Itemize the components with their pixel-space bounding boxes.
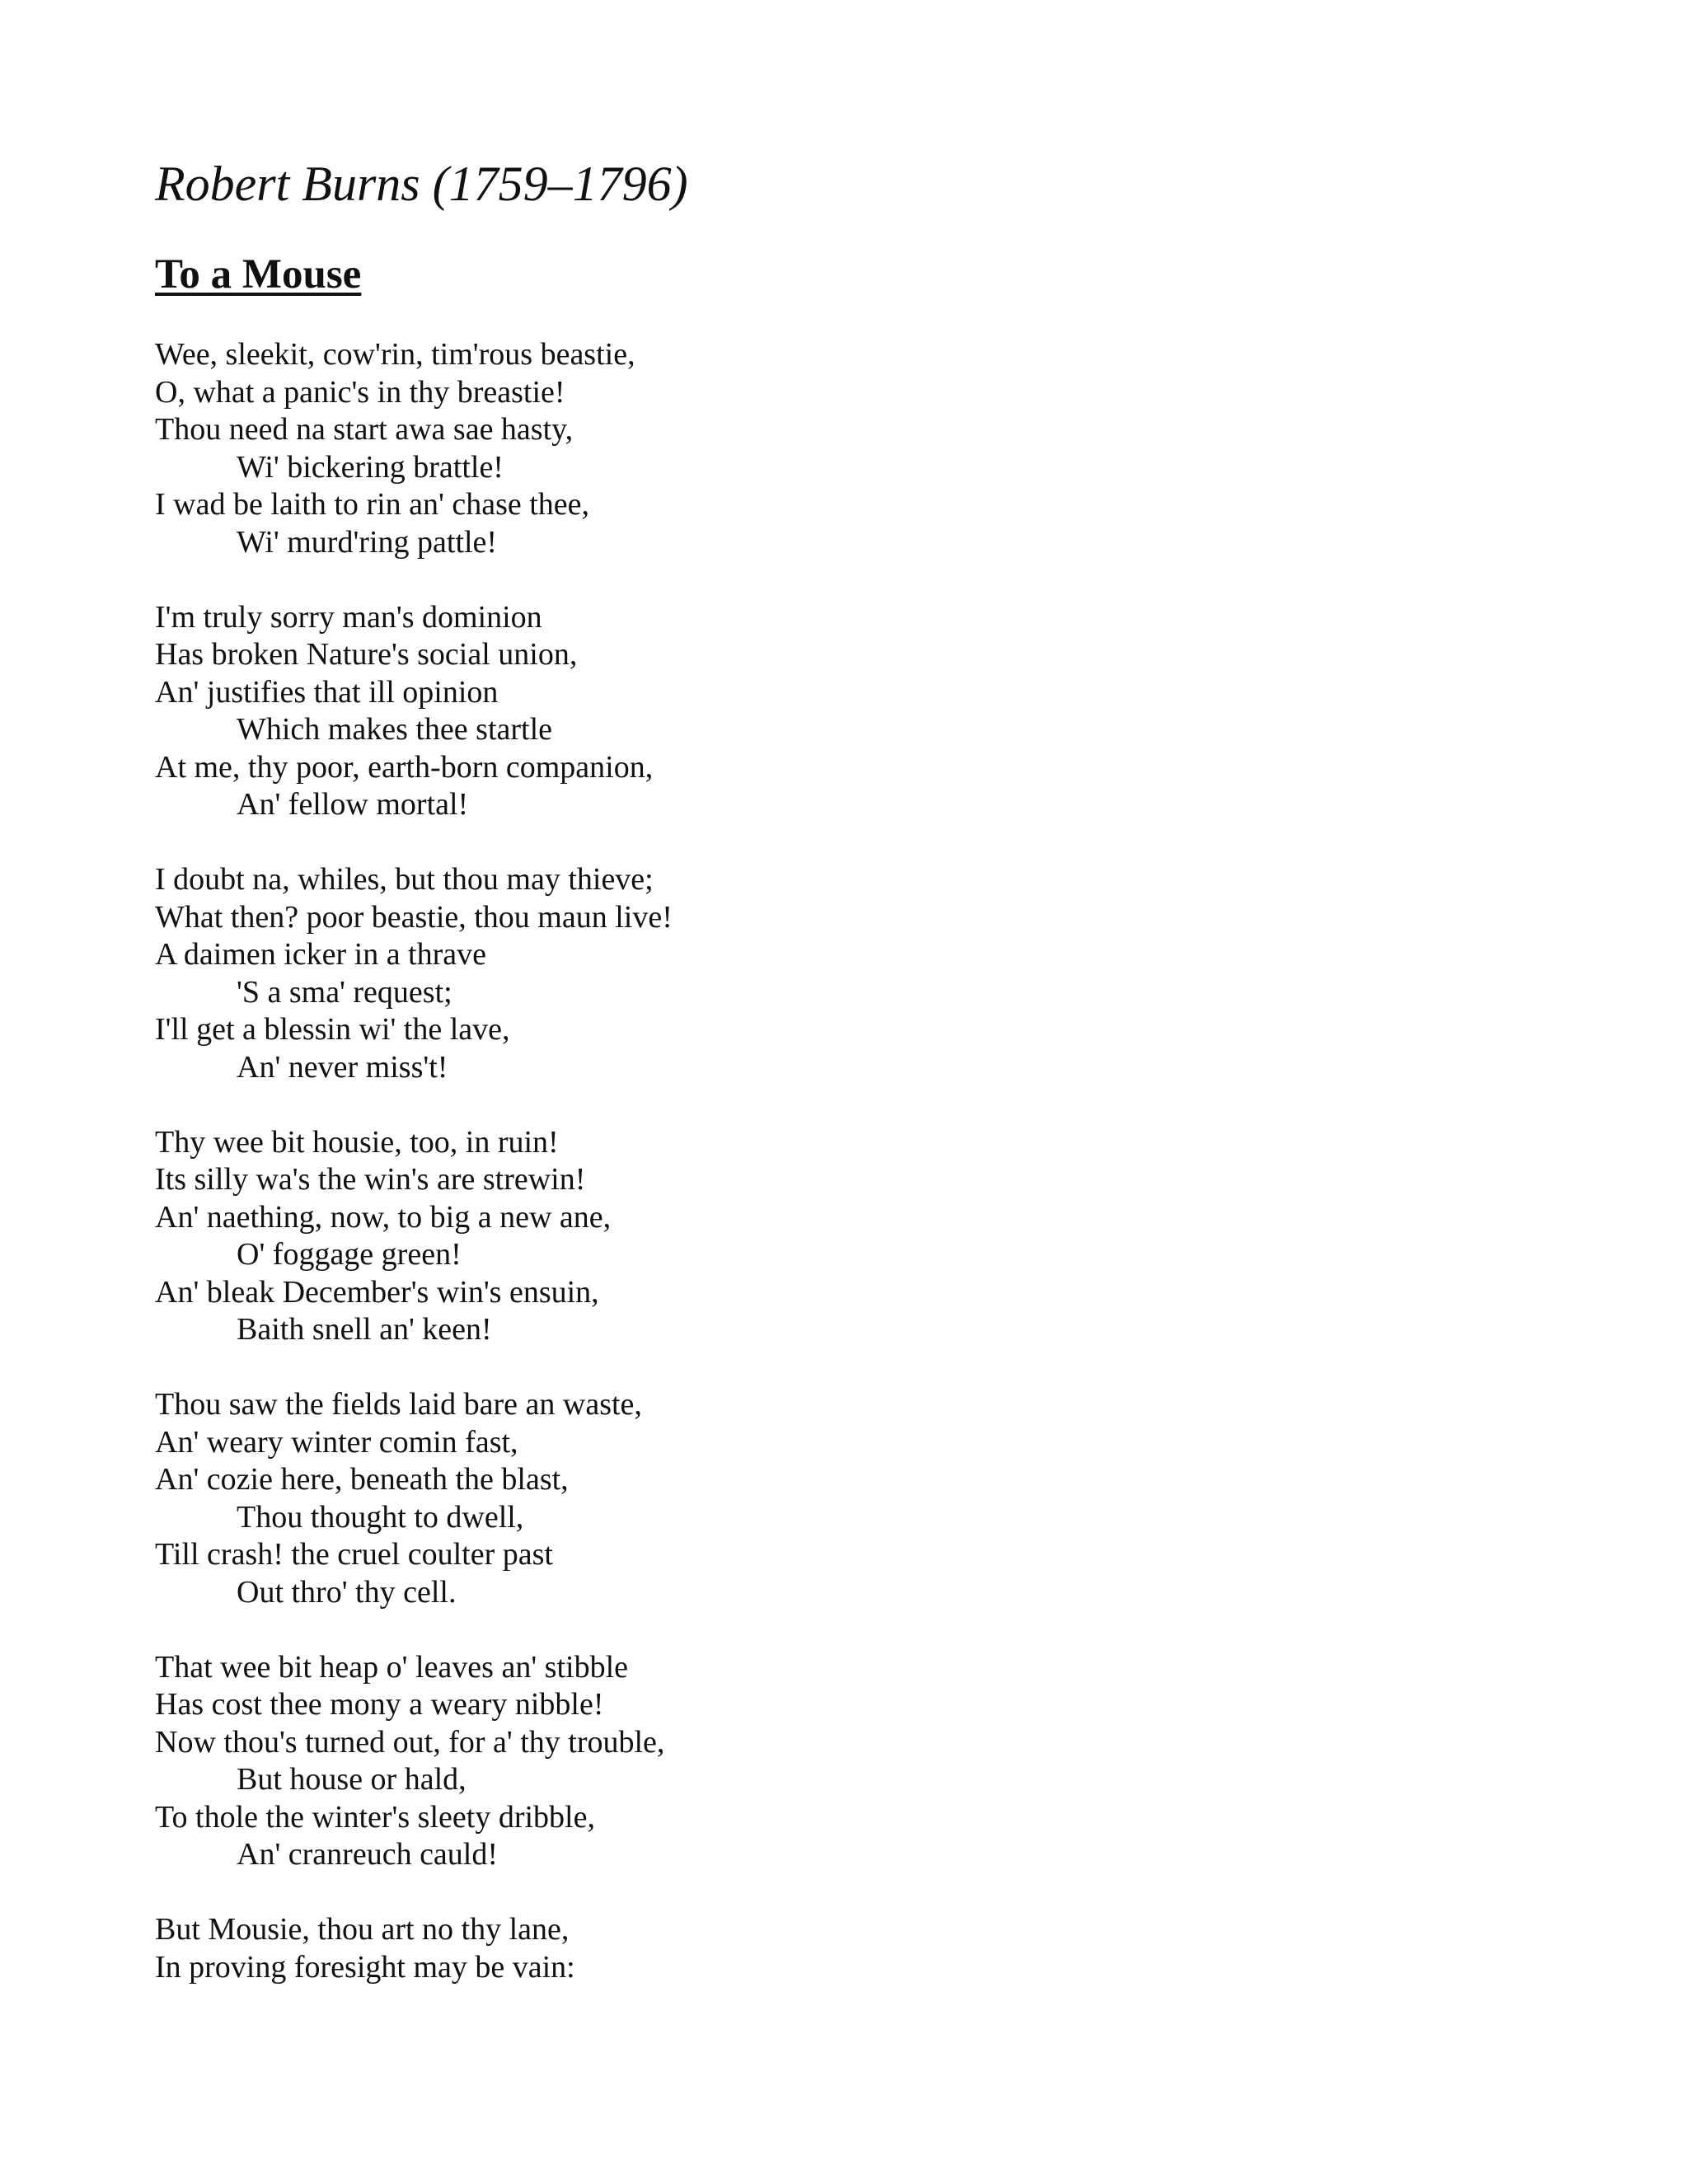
poem-line-indented: An' fellow mortal!	[237, 787, 469, 822]
stanza	[155, 1649, 1556, 1874]
poem-line: What then? poor beastie, thou maun live!	[155, 899, 673, 935]
poem-line: I wad be laith to rin an' chase thee,	[155, 487, 590, 522]
poem-line: An' cozie here, beneath the blast,	[155, 1462, 569, 1497]
poem-line-indented: An' never miss't!	[237, 1049, 448, 1085]
poem-line-indented: 'S a sma' request;	[237, 974, 452, 1010]
poem-line: An' bleak December's win's ensuin,	[155, 1274, 599, 1310]
poem-line: Thou saw the fields laid bare an waste,	[155, 1387, 642, 1422]
stanza	[155, 861, 1556, 1086]
poem-line: Has broken Nature's social union,	[155, 637, 578, 672]
stanza	[155, 1124, 1556, 1349]
poem-line: But Mousie, thou art no thy lane,	[155, 1912, 570, 1947]
poem-line-indented: Wi' bickering brattle!	[237, 449, 504, 485]
stanza	[155, 1386, 1556, 1611]
poem-line-indented: But house or hald,	[237, 1762, 467, 1797]
poem-line: Wee, sleekit, cow'rin, tim'rous beastie,	[155, 337, 635, 372]
poem-line: O, what a panic's in thy breastie!	[155, 374, 565, 410]
poem-title: To a Mouse	[155, 251, 362, 298]
poem-line: In proving foresight may be vain:	[155, 1949, 575, 1985]
poem-line: To thole the winter's sleety dribble,	[155, 1799, 595, 1835]
poem-line-indented: Baith snell an' keen!	[237, 1312, 492, 1347]
poem-line-indented: An' cranreuch cauld!	[237, 1837, 499, 1872]
poem-line-indented: Which makes thee startle	[237, 712, 553, 747]
poem-line: An' justifies that ill opinion	[155, 674, 499, 710]
poem-line: I doubt na, whiles, but thou may thieve;	[155, 862, 654, 897]
poem-line-indented: Out thro' thy cell.	[237, 1574, 457, 1610]
stanza	[155, 336, 1556, 561]
poem-line: A daimen icker in a thrave	[155, 937, 487, 972]
poem-line-indented: O' foggage green!	[237, 1237, 462, 1272]
stanza	[155, 599, 1556, 824]
poem-line: Thy wee bit housie, too, in ruin!	[155, 1124, 559, 1160]
poem-line-indented: Wi' murd'ring pattle!	[237, 524, 498, 560]
poem-line: That wee bit heap o' leaves an' stibble	[155, 1649, 628, 1685]
poem-line: I'm truly sorry man's dominion	[155, 599, 542, 635]
poem-line: Its silly wa's the win's are strewin!	[155, 1162, 586, 1197]
poem-line: An' naething, now, to big a new ane,	[155, 1199, 612, 1235]
poem-line: I'll get a blessin wi' the lave,	[155, 1012, 510, 1047]
poem-line: An' weary winter comin fast,	[155, 1424, 518, 1460]
poem-body	[155, 336, 1556, 2024]
poem-line-indented: Thou thought to dwell,	[237, 1499, 524, 1535]
poem-line: Has cost thee mony a weary nibble!	[155, 1687, 604, 1722]
poem-line: Thou need na start awa sae hasty,	[155, 412, 574, 447]
poem-line: Now thou's turned out, for a' thy trouble,	[155, 1724, 665, 1760]
stanza	[155, 1911, 1556, 1986]
poem-line: Till crash! the cruel coulter past	[155, 1537, 553, 1572]
poem-line: At me, thy poor, earth-born companion,	[155, 749, 654, 785]
author-heading: Robert Burns (1759–1796)	[155, 157, 688, 211]
